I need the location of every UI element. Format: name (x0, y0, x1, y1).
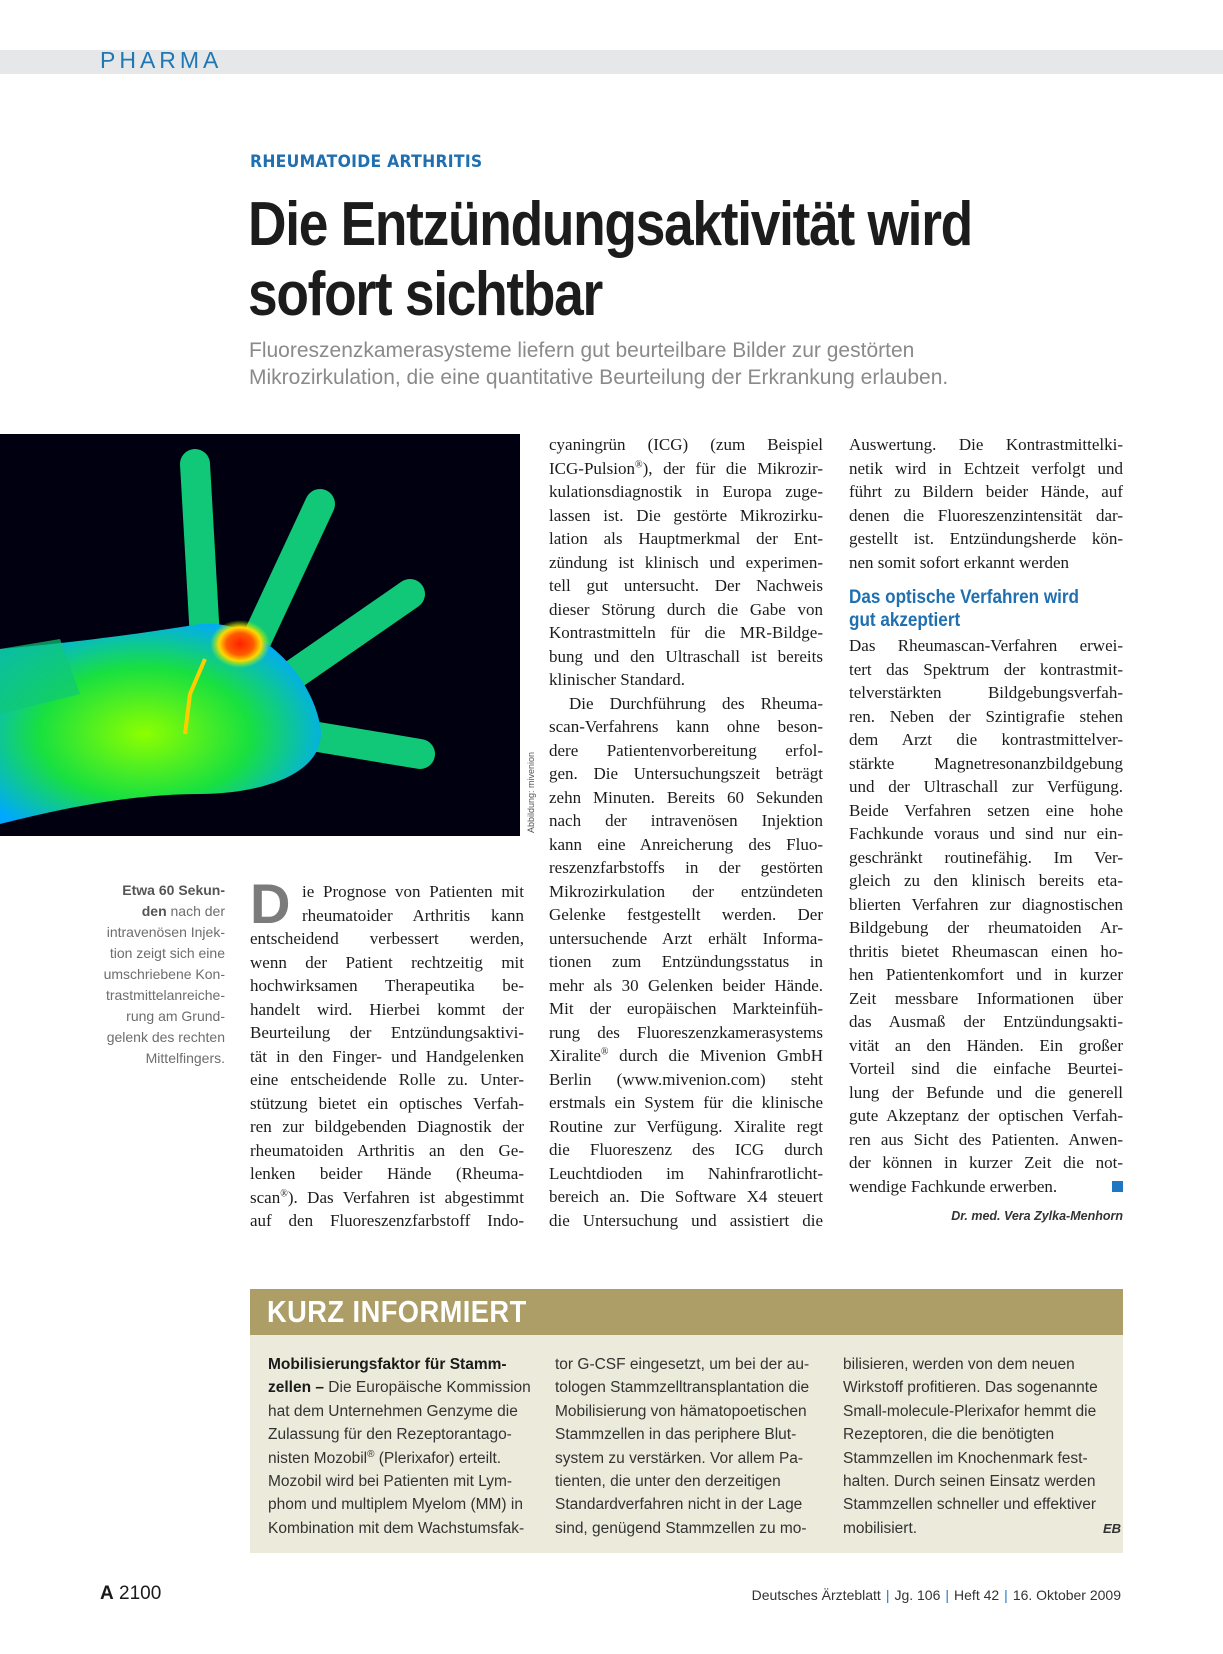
caption-lead: Etwa 60 Sekun- (122, 882, 225, 898)
body-line: rheumatoider Arthritis kann (302, 905, 524, 925)
body-line: stützung bietet ein optisches Verfah- (250, 1093, 524, 1113)
kurz-line: nisten Mozobil® (Plerixafor) erteilt. (268, 1448, 502, 1467)
body-line: Vorteil sind die einfache Beurtei- (849, 1059, 1123, 1078)
body-line: eine entscheidende Rolle zu. Unter- (250, 1070, 524, 1089)
section-label: PHARMA (100, 47, 223, 73)
body-line: telverstärkten Bildgebungsverfah- (849, 683, 1123, 702)
body-line: wendige Fachkunde erwerben. (849, 1175, 1123, 1199)
body-line: ren zur bildgebenden Diagnostik der (250, 1117, 524, 1136)
body-line: Gelenke festgestellt werden. Der (549, 905, 823, 924)
body-line: wenn der Patient rechtzeitig mit (250, 952, 524, 972)
body-line: Auswertung. Die Kontrastmittelki- (849, 435, 1123, 454)
caption-text: nach der (166, 903, 225, 919)
body-line: Mikrozirkulation der entzündeten (549, 881, 823, 901)
caption-line: rung am Grund- (126, 1008, 225, 1024)
kurz-line: Stammzellen schneller und effektiver (843, 1496, 1097, 1514)
kurz-line: halten. Durch seinen Einsatz werden (843, 1473, 1096, 1491)
body-line: ren. Neben der Szintigrafie stehen (849, 706, 1123, 726)
image-caption (95, 880, 225, 1069)
end-mark-icon (1112, 1181, 1123, 1192)
kurz-line: tor G-CSF eingesetzt, um bei der au- (555, 1356, 810, 1373)
body-line: dem Arzt die kontrastmittelver- (849, 730, 1123, 749)
body-line: erstmals ein System für die klinische (549, 1093, 823, 1112)
body-column-1 (250, 872, 524, 1233)
journal-issue: Heft 42 (954, 1587, 1000, 1603)
body-line: geschränkt routinefähig. Im Ver- (849, 847, 1123, 867)
body-line: Zeit messbare Informationen über (849, 988, 1123, 1008)
body-line: klinischer Standard. (549, 670, 685, 689)
body-line: gute Akzeptanz der optischen Verfah- (849, 1106, 1123, 1125)
kurz-line: mobilisiert. EB (843, 1517, 1121, 1541)
body-line: Xiralite® durch die Mivenion GmbH (549, 1046, 823, 1065)
subline-line: Fluoreszenzkamerasysteme liefern gut beurteilbare Bilder zur gestörten (249, 339, 915, 362)
body-line: ICG-Pulsion®), der für die Mikrozir- (549, 458, 823, 478)
body-line: rung des Fluoreszenzkamerasystems (549, 1022, 823, 1042)
article-kicker: RHEUMATOIDE ARTHRITIS (250, 152, 483, 172)
kurz-line: tienten, die unter den derzeitigen (555, 1473, 781, 1491)
body-line: tionen zum Entzündungsstatus in (549, 952, 823, 971)
kurz-line: Stammzellen in das periphere Blut- (555, 1426, 797, 1444)
body-line: die Fluoreszenz des ICG durch (549, 1140, 823, 1159)
body-line: kulationsdiagnostik in Europa zuge- (549, 482, 823, 501)
subline-line: Mikrozirkulation, die eine quantitative Beurteilung der Erkrankung erlauben. (249, 366, 949, 389)
headline-line: Die Entzündungsaktivität wird (248, 190, 972, 259)
photo-credit: Abbildung: mivenion (526, 751, 536, 833)
body-line: dieser Störung durch die Gabe von (549, 599, 823, 619)
fluorescence-hand-image (0, 434, 520, 836)
body-line: lation als Hauptmerkmal der Ent- (549, 529, 823, 548)
body-line: lassen ist. Die gestörte Mikrozirku- (549, 505, 823, 525)
body-line: Mit der europäischen Markteinfüh- (549, 999, 823, 1018)
body-line: nach der intravenösen Injektion (549, 811, 823, 830)
kurz-line: zellen – Die Europäische Kommission (268, 1379, 531, 1397)
body-line: Routine zur Verfügung. Xiralite regt (549, 1116, 823, 1136)
body-column-3 (849, 433, 1123, 1198)
body-line: und der Ultraschall zur Verfügung. (849, 777, 1123, 796)
headline-line: sofort sichtbar (248, 260, 602, 329)
kurz-line: Mobilisierung von hämatopoetischen (555, 1402, 807, 1420)
caption-lead: den (141, 903, 167, 919)
kurz-line: bilisieren, werden von dem neuen (843, 1356, 1075, 1373)
journal-volume: Jg. 106 (894, 1587, 941, 1603)
kurz-lead: Mobilisierungsfaktor für Stamm- (268, 1356, 507, 1373)
body-line: zehn Minuten. Bereits 60 Sekunden (549, 787, 823, 807)
body-line: hochwirksamen Therapeutika be- (250, 976, 524, 995)
footer-separator: | (945, 1587, 950, 1603)
drop-cap: D (250, 872, 291, 935)
body-line: bung und den Ultraschall ist bereits (549, 646, 823, 666)
finger-index (195, 464, 205, 639)
kurz-line: Standardverfahren nicht in der Lage (555, 1496, 803, 1514)
body-line: auf den Fluoreszenzfarbstoff Indo- (250, 1211, 524, 1230)
body-line: der können in kurzer Zeit die not- (849, 1153, 1123, 1172)
body-line: gestellt ist. Entzündungsherde kön- (849, 529, 1123, 548)
body-line: entscheidend verbessert werden, (250, 929, 524, 948)
body-line: Kontrastmitteln für die MR-Bildge- (549, 623, 823, 642)
caption-line: gelenk des rechten (106, 1029, 225, 1045)
footer-separator: | (885, 1587, 890, 1603)
caption-line: umschriebene Kon- (103, 966, 225, 982)
body-line: zündung ist klinisch und experimen- (549, 552, 823, 572)
body-line: lenken beider Hände (Rheuma- (250, 1164, 524, 1183)
body-line: mehr als 30 Gelenken beider Hände. (549, 975, 823, 995)
body-line: blierten Verfahren zur diagnostischen (849, 894, 1123, 914)
body-line: ie Prognose von Patienten mit (302, 882, 524, 901)
article-headline (248, 190, 1022, 330)
kurz-informiert-title: KURZ INFORMIERT (267, 1294, 527, 1329)
kurz-line: Rezeptoren, die die benötigten (843, 1426, 1055, 1444)
body-line: reszenzfarbstoffs in der gestörten (549, 858, 823, 877)
caption-line: tion zeigt sich eine (109, 945, 225, 961)
page-footer (752, 1587, 1121, 1603)
body-line: scan-Verfahrens kann ohne beson- (549, 717, 823, 736)
body-line: tell gut untersucht. Der Nachweis (549, 576, 823, 595)
kurz-line: system zu verstärken. Vor allem Pa- (555, 1449, 804, 1467)
kurz-line: tologen Stammzelltransplantation die (555, 1379, 810, 1397)
body-line: tert das Spektrum der kontrastmit- (849, 659, 1123, 679)
body-line: scan®). Das Verfahren ist abgestimmt (250, 1187, 524, 1207)
kurz-line: sind, genügend Stammzellen zu mo- (555, 1519, 807, 1537)
body-line: kann eine Anreicherung des Fluo- (549, 834, 823, 854)
body-line: netik wird in Echtzeit verfolgt und (849, 458, 1123, 478)
body-line: das Ausmaß der Entzündungsakti- (849, 1012, 1123, 1031)
body-line: untersuchende Arzt erhält Informa- (549, 928, 823, 948)
body-line: Bildgebung der rheumatoiden Ar- (849, 918, 1123, 937)
footer-separator: | (1004, 1587, 1008, 1603)
journal-date: 16. Oktober 2009 (1012, 1587, 1121, 1603)
body-line: nen somit sofort erkannt werden (849, 552, 1069, 572)
body-line: hen Patientenkomfort und in kurzer (849, 965, 1123, 984)
kurz-column-1 (268, 1353, 531, 1540)
hand-illustration (0, 434, 520, 836)
body-line: Die Durchführung des Rheuma- (569, 693, 823, 713)
article-subline (249, 337, 1149, 391)
body-line: vität an den Händen. Ein großer (849, 1035, 1123, 1055)
body-line: gen. Die Untersuchungszeit beträgt (549, 764, 823, 783)
article-author: Dr. med. Vera Zylka-Menhorn (951, 1209, 1123, 1223)
body-line: Berlin (www.mivenion.com) steht (549, 1069, 823, 1089)
page-number: A 2100 (100, 1583, 162, 1604)
body-line: cyaningrün (ICG) (zum Beispiel (549, 435, 823, 454)
body-line: thritis bietet Rheumascan einen ho- (849, 941, 1123, 961)
caption-line: trastmittelanreiche- (105, 987, 225, 1003)
kurz-line: hat dem Unternehmen Genzyme die (268, 1402, 518, 1420)
kurz-line: Zulassung für den Rezeptorantago- (268, 1426, 512, 1444)
kurz-author: EB (1102, 1520, 1121, 1536)
body-line: Fachkunde voraus und sind nur ein- (849, 824, 1123, 843)
journal-name: Deutsches Ärzteblatt (751, 1587, 881, 1603)
caption-line: intravenösen Injek- (106, 924, 225, 940)
body-line: tät in den Finger- und Handgelenken (250, 1046, 524, 1066)
kurz-line: Wirkstoff profitieren. Das sogenannte (843, 1379, 1098, 1397)
body-line: dere Patientenvorbereitung erfol- (549, 740, 823, 760)
body-line: stärkte Magnetresonanzbildgebung (849, 753, 1123, 773)
body-line: rheumatoiden Arthritis an den Ge- (250, 1140, 524, 1160)
kurz-line: Kombination mit dem Wachstumsfak- (268, 1519, 525, 1537)
body-line: handelt wird. Hierbei kommt der (250, 999, 524, 1019)
kurz-column-3 (843, 1353, 1121, 1540)
kurz-line: phom und multiplem Myelom (MM) in (268, 1496, 523, 1514)
body-line: ren aus Sicht des Patienten. Anwen- (849, 1129, 1123, 1149)
body-line: bereich an. Die Software X4 steuert (549, 1187, 823, 1206)
body-line: die Untersuchung und assistiert die (549, 1210, 823, 1230)
kurz-column-2 (555, 1353, 809, 1540)
inflammation-hotspot (210, 620, 270, 668)
body-line: denen die Fluoreszenzintensität dar- (849, 505, 1123, 525)
caption-line: Mittelfingers. (145, 1050, 225, 1066)
kurz-line: Mozobil wird bei Patienten mit Lym- (268, 1473, 513, 1491)
body-line: Das Rheumascan-Verfahren erwei- (849, 636, 1123, 655)
section-subhead: Das optische Verfahren wird gut akzeptiert (849, 587, 1079, 631)
body-line: Beurteilung der Entzündungsaktivi- (250, 1023, 524, 1042)
body-line: gleich zu den klinisch bereits eta- (849, 871, 1123, 890)
body-line: lung der Befunde und die generell (849, 1082, 1123, 1102)
kurz-line: Stammzellen im Knochenmark fest- (843, 1449, 1088, 1467)
kurz-line: Small-molecule-Plerixafor hemmt die (843, 1402, 1097, 1420)
body-line: Beide Verfahren setzen eine hohe (849, 800, 1123, 820)
body-line: Leuchtdioden im Nahinfrarotlicht- (549, 1163, 823, 1183)
body-line: führt zu Bildern beider Hände, auf (849, 482, 1123, 501)
body-column-2 (549, 433, 823, 1232)
